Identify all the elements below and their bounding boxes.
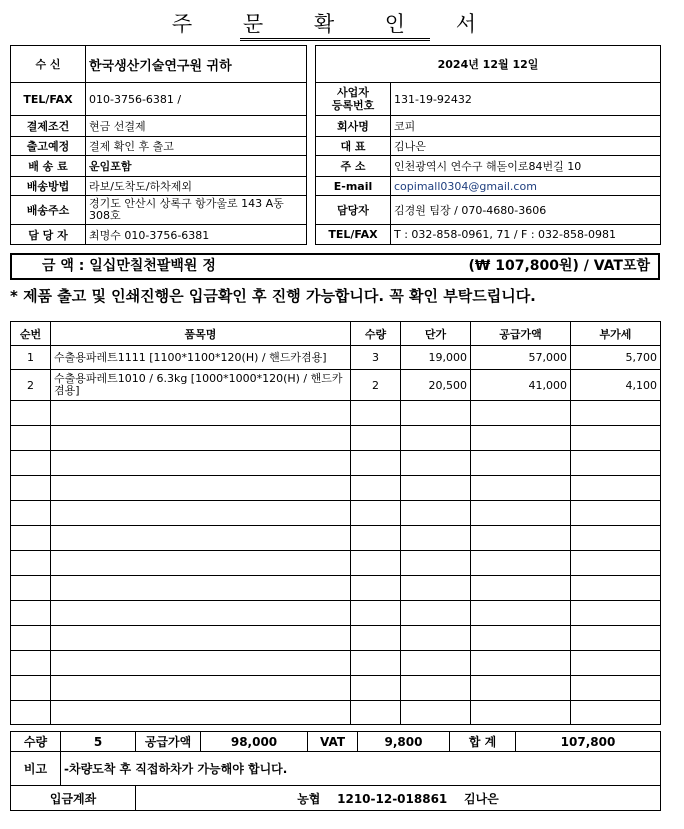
release-value: 결제 확인 후 출고 <box>86 137 307 156</box>
header-vat: 부가세 <box>571 322 661 346</box>
empty-cell <box>51 501 351 526</box>
empty-cell <box>471 601 571 626</box>
empty-cell <box>11 426 51 451</box>
empty-cell <box>571 426 661 451</box>
empty-cell <box>51 476 351 501</box>
empty-row <box>11 676 661 701</box>
table-row <box>11 370 661 401</box>
empty-cell <box>471 651 571 676</box>
total-qty-label: 수량 <box>11 732 61 752</box>
recipient-value: 한국생산기술연구원 귀하 <box>86 46 307 83</box>
address-value: 경기도 안산시 상록구 항가울로 143 A동 308호 <box>86 196 307 225</box>
empty-cell <box>471 576 571 601</box>
empty-row <box>11 576 661 601</box>
recipient-info-table <box>10 45 307 245</box>
shipping-fee-label: 배 송 료 <box>11 156 86 177</box>
ceo-value: 김나은 <box>391 137 661 156</box>
empty-cell <box>51 676 351 701</box>
empty-cell <box>471 701 571 725</box>
title-underline-2 <box>240 40 430 41</box>
total-supply-value: 98,000 <box>201 732 308 752</box>
empty-cell <box>351 501 401 526</box>
empty-cell <box>401 626 471 651</box>
empty-cell <box>51 576 351 601</box>
row-qty: 3 <box>351 346 401 370</box>
empty-cell <box>351 526 401 551</box>
total-supply-label: 공급가액 <box>136 732 201 752</box>
order-date: 2024년 12월 12일 <box>316 46 661 83</box>
row-vat: 5,700 <box>571 346 661 370</box>
addr-label: 주 소 <box>316 156 391 177</box>
empty-cell <box>351 426 401 451</box>
row-qty: 2 <box>351 370 401 401</box>
empty-cell <box>51 426 351 451</box>
empty-cell <box>351 601 401 626</box>
empty-cell <box>51 551 351 576</box>
items-header-row <box>11 322 661 346</box>
header-price: 단가 <box>401 322 471 346</box>
empty-cell <box>11 451 51 476</box>
empty-cell <box>51 626 351 651</box>
biz-no-label: 사업자 등록번호 <box>316 83 391 116</box>
empty-cell <box>351 576 401 601</box>
header-supply: 공급가액 <box>471 322 571 346</box>
empty-cell <box>351 476 401 501</box>
empty-row <box>11 601 661 626</box>
empty-cell <box>401 551 471 576</box>
empty-cell <box>11 526 51 551</box>
empty-cell <box>471 551 571 576</box>
empty-cell <box>571 576 661 601</box>
empty-cell <box>401 701 471 725</box>
empty-row <box>11 451 661 476</box>
remarks-label: 비고 <box>11 752 61 786</box>
row-name: 수출용파레트1010 / 6.3kg [1000*1000*120(H) / 핸드카겸용] <box>51 370 351 401</box>
payment-value: 현금 선결제 <box>86 116 307 137</box>
empty-cell <box>471 426 571 451</box>
empty-cell <box>351 651 401 676</box>
empty-cell <box>11 676 51 701</box>
account-value: 농협 1210-12-018861 김나은 <box>136 786 661 811</box>
empty-cell <box>571 476 661 501</box>
grand-total-label: 합 계 <box>450 732 516 752</box>
total-vat-label: VAT <box>308 732 358 752</box>
empty-cell <box>571 501 661 526</box>
amount-korean: 금 액 : 일십만칠천팔백원 정 <box>42 258 216 274</box>
address-label: 배송주소 <box>11 196 86 225</box>
header-no: 순번 <box>11 322 51 346</box>
amount-numeric: (₩ 107,800원) / VAT포함 <box>468 258 650 274</box>
row-name: 수출용파레트1111 [1100*1100*120(H) / 핸드카겸용] <box>51 346 351 370</box>
title-underline <box>240 38 430 39</box>
contact-value: 최명수 010-3756-6381 <box>86 225 307 245</box>
empty-row <box>11 476 661 501</box>
empty-cell <box>11 626 51 651</box>
empty-cell <box>471 401 571 426</box>
empty-cell <box>11 651 51 676</box>
empty-cell <box>401 501 471 526</box>
biz-no-value: 131-19-92432 <box>391 83 661 116</box>
empty-row <box>11 651 661 676</box>
empty-cell <box>571 626 661 651</box>
account-label: 입금계좌 <box>11 786 136 811</box>
empty-cell <box>11 501 51 526</box>
empty-cell <box>401 426 471 451</box>
supplier-telfax-label: TEL/FAX <box>316 225 391 245</box>
empty-cell <box>401 601 471 626</box>
shipping-method-label: 배송방법 <box>11 177 86 196</box>
shipping-method-value: 라보/도착도/하차제외 <box>86 177 307 196</box>
items-table <box>10 321 661 725</box>
payment-label: 결제조건 <box>11 116 86 137</box>
empty-cell <box>571 551 661 576</box>
empty-row <box>11 551 661 576</box>
empty-cell <box>11 576 51 601</box>
totals-table <box>10 731 661 811</box>
table-row <box>11 346 661 370</box>
empty-cell <box>471 476 571 501</box>
empty-cell <box>51 401 351 426</box>
recipient-label: 수 신 <box>11 46 86 83</box>
empty-cell <box>401 476 471 501</box>
notice-text: * 제품 출고 및 인쇄진행은 입금확인 후 진행 가능합니다. 꼭 확인 부탁드립니다. <box>10 287 536 305</box>
empty-cell <box>51 601 351 626</box>
grand-total-value: 107,800 <box>516 732 661 752</box>
row-no: 2 <box>11 370 51 401</box>
company-value: 코피 <box>391 116 661 137</box>
order-confirmation-document <box>10 10 660 820</box>
empty-cell <box>51 526 351 551</box>
empty-row <box>11 401 661 426</box>
manager-label: 담당자 <box>316 196 391 225</box>
empty-cell <box>471 526 571 551</box>
empty-cell <box>51 451 351 476</box>
supplier-telfax-value: T : 032-858-0961, 71 / F : 032-858-0981 <box>391 225 661 245</box>
header-name: 품목명 <box>51 322 351 346</box>
empty-cell <box>571 676 661 701</box>
empty-cell <box>571 526 661 551</box>
empty-cell <box>471 501 571 526</box>
telfax-label: TEL/FAX <box>11 83 86 116</box>
empty-row <box>11 526 661 551</box>
supplier-info-table <box>315 45 661 245</box>
addr-value: 인천광역시 연수구 해돋이로84번길 10 <box>391 156 661 177</box>
remarks-value: -차량도착 후 직접하차가 가능해야 합니다. <box>61 752 661 786</box>
empty-cell <box>571 451 661 476</box>
empty-cell <box>571 651 661 676</box>
empty-cell <box>401 576 471 601</box>
release-label: 출고예정 <box>11 137 86 156</box>
manager-value: 김경원 팀장 / 070-4680-3606 <box>391 196 661 225</box>
empty-cell <box>51 701 351 725</box>
empty-cell <box>51 651 351 676</box>
telfax-value: 010-3756-6381 / <box>86 83 307 116</box>
row-price: 20,500 <box>401 370 471 401</box>
row-price: 19,000 <box>401 346 471 370</box>
empty-cell <box>11 601 51 626</box>
empty-cell <box>351 676 401 701</box>
empty-cell <box>571 401 661 426</box>
empty-cell <box>351 401 401 426</box>
email-value: copimall0304@gmail.com <box>391 177 661 196</box>
empty-row <box>11 626 661 651</box>
row-vat: 4,100 <box>571 370 661 401</box>
row-supply: 41,000 <box>471 370 571 401</box>
empty-row <box>11 501 661 526</box>
empty-cell <box>401 451 471 476</box>
contact-label: 담 당 자 <box>11 225 86 245</box>
row-supply: 57,000 <box>471 346 571 370</box>
empty-cell <box>471 676 571 701</box>
empty-cell <box>571 601 661 626</box>
empty-cell <box>401 651 471 676</box>
ceo-label: 대 표 <box>316 137 391 156</box>
empty-cell <box>11 701 51 725</box>
header-qty: 수량 <box>351 322 401 346</box>
empty-cell <box>351 701 401 725</box>
empty-cell <box>11 476 51 501</box>
empty-cell <box>471 451 571 476</box>
document-title: 주 문 확 인 서 <box>171 12 499 36</box>
empty-cell <box>11 551 51 576</box>
company-label: 회사명 <box>316 116 391 137</box>
empty-cell <box>401 526 471 551</box>
empty-cell <box>471 626 571 651</box>
total-vat-value: 9,800 <box>358 732 450 752</box>
empty-row <box>11 426 661 451</box>
empty-cell <box>351 626 401 651</box>
total-qty-value: 5 <box>61 732 136 752</box>
empty-cell <box>401 401 471 426</box>
empty-cell <box>11 401 51 426</box>
empty-cell <box>401 676 471 701</box>
empty-row <box>11 701 661 725</box>
row-no: 1 <box>11 346 51 370</box>
shipping-fee-value: 운임포함 <box>86 156 307 177</box>
empty-cell <box>351 551 401 576</box>
empty-cell <box>351 451 401 476</box>
empty-cell <box>571 701 661 725</box>
amount-box <box>10 253 660 280</box>
email-label: E-mail <box>316 177 391 196</box>
